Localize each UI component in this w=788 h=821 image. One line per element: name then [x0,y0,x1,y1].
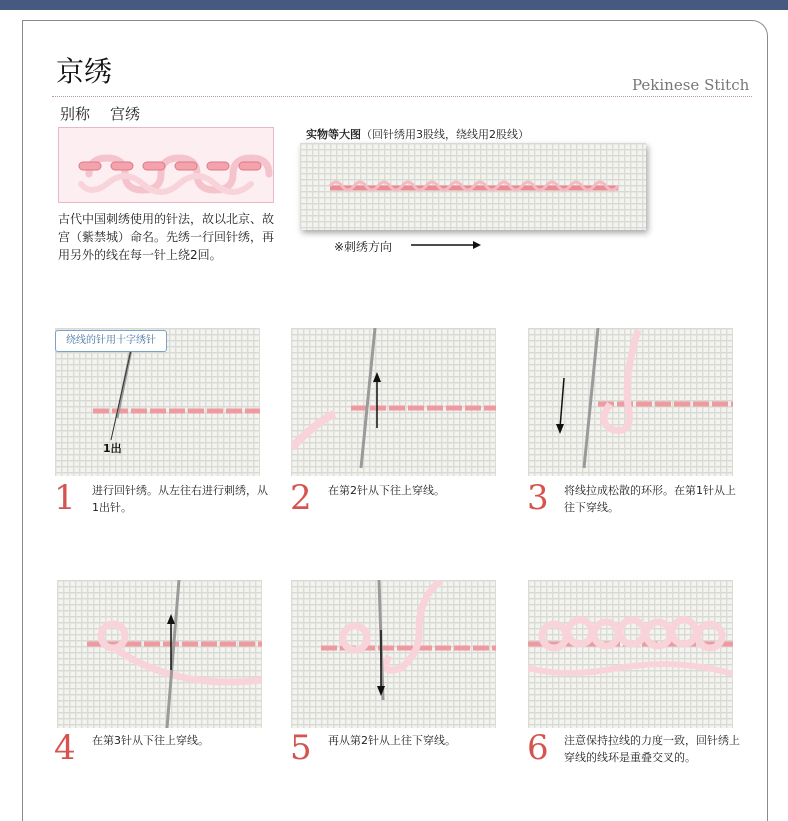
alias-value: 宫绣 [110,105,141,123]
step-5-number: 5 [290,728,312,768]
needle-callout: 绕线的针用十字绣针 [55,330,167,352]
stitch-diagram [58,127,274,203]
alias-label: 别称 [60,105,91,123]
english-title: Pekinese Stitch [632,76,750,94]
step-4-number: 4 [54,728,76,768]
step-3-number: 3 [527,478,549,518]
step-6-number: 6 [527,728,549,768]
step-3-text: 将线拉成松散的环形。在第1针从上往下穿线。 [564,484,736,514]
step-2-text: 在第2针从下往上穿线。 [328,484,445,497]
step-3-photo [528,328,733,476]
exit-point-label: 1出 [103,442,122,455]
description-text: 古代中国刺绣使用的针法，故以北京、故宫（紫禁城）命名。先绣一行回针绣，再用另外的线在每一针上绕2回。 [58,212,275,262]
step-5-photo [291,580,496,728]
step-4-photo [57,580,262,728]
title-divider [52,96,752,97]
actual-size-note: （回针绣用3股线，绕线用2股线） [361,128,529,141]
direction-arrow-icon [411,240,481,250]
step-2-number: 2 [290,478,312,518]
actual-size-label: 实物等大图 [306,128,361,141]
step-1-text: 进行回针绣。从左往右进行刺绣，从1出针。 [92,484,268,514]
actual-size-caption [306,126,529,142]
step-6-text: 注意保持拉线的力度一致，回针绣上穿线的线环是重叠交叉的。 [564,734,740,764]
actual-size-photo [300,143,646,230]
step-2-photo [291,328,496,476]
step-4-text: 在第3针从下往上穿线。 [92,734,209,747]
page-title: 京绣 [56,55,113,88]
stitch-diagram-illustration [59,128,273,202]
step-6-photo [528,580,733,728]
header-bar [0,0,788,10]
alias-line [60,103,140,124]
direction-label: ※刺绣方向 [334,240,393,254]
step-5-text: 再从第2针从上往下穿线。 [328,734,456,747]
step-1-number: 1 [54,478,76,518]
